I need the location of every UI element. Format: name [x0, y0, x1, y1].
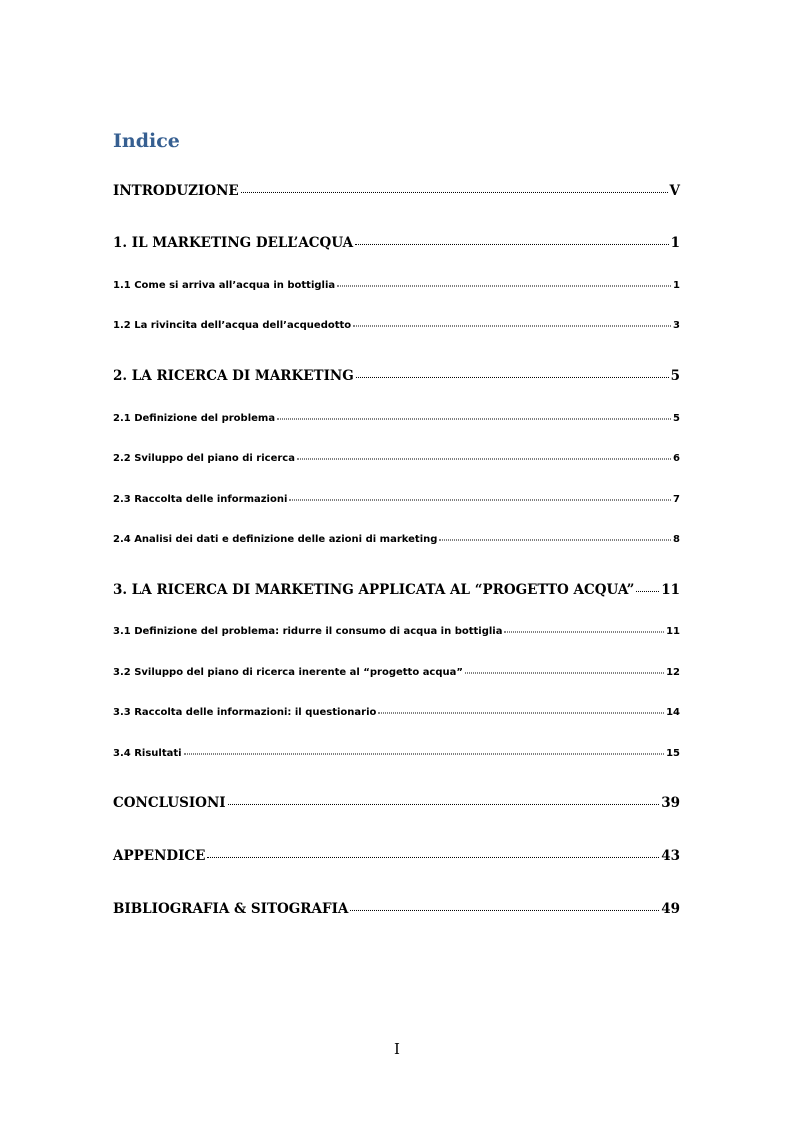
toc-entry-label: BIBLIOGRAFIA & SITOGRAFIA	[113, 901, 349, 917]
toc-entry-label: 3.3 Raccolta delle informazioni: il questionario	[113, 707, 377, 718]
toc-entry-page: 5	[670, 368, 680, 384]
toc-leader-dots	[289, 493, 671, 501]
toc-entry-page: 14	[666, 707, 680, 718]
toc-entry-page: 49	[661, 901, 680, 917]
toc-leader-dots	[355, 235, 668, 245]
toc-entry-label: 2. LA RICERCA DI MARKETING	[113, 368, 354, 384]
toc-entry[interactable]	[113, 795, 680, 811]
toc-entry-label: CONCLUSIONI	[113, 795, 226, 811]
toc-entry-page: 1	[670, 235, 680, 251]
toc-entry-label: 2.3 Raccolta delle informazioni	[113, 494, 288, 505]
toc-entry[interactable]	[113, 626, 680, 637]
toc-entry-page: 43	[661, 848, 680, 864]
toc-entry-page: V	[669, 183, 680, 199]
toc-leader-dots	[277, 412, 671, 420]
toc-entry-label: 2.2 Sviluppo del piano di ricerca	[113, 453, 295, 464]
toc-entry-label: INTRODUZIONE	[113, 183, 239, 199]
toc-entry[interactable]	[113, 453, 680, 464]
toc-entry[interactable]	[113, 582, 680, 598]
toc-entry-page: 8	[673, 534, 680, 545]
toc-leader-dots	[636, 582, 659, 592]
toc-leader-dots	[297, 452, 671, 460]
toc-entry[interactable]	[113, 534, 680, 545]
toc-entry-label: 1.2 La rivincita dell’acqua dell’acquedotto	[113, 320, 352, 331]
toc-entry[interactable]	[113, 183, 680, 199]
toc-leader-dots	[439, 533, 671, 541]
toc-leader-dots	[337, 279, 671, 287]
toc-leader-dots	[241, 183, 668, 193]
toc-leader-dots	[465, 666, 664, 674]
toc-entry-page: 39	[661, 795, 680, 811]
toc-entry-page: 6	[673, 453, 680, 464]
toc-entry[interactable]	[113, 901, 680, 917]
toc-entry-page: 12	[666, 667, 680, 678]
toc-leader-dots	[207, 848, 659, 858]
toc-leader-dots	[356, 368, 669, 378]
toc-entry[interactable]	[113, 280, 680, 291]
toc-entry-label: 2.4 Analisi dei dati e definizione delle azioni di marketing	[113, 534, 438, 545]
toc-entry[interactable]	[113, 707, 680, 718]
toc-leader-dots	[184, 747, 665, 755]
toc-leader-dots	[353, 319, 671, 327]
toc-entry-page: 1	[673, 280, 680, 291]
toc-entry-page: 11	[661, 582, 680, 598]
toc-entry[interactable]	[113, 368, 680, 384]
toc-entry[interactable]	[113, 848, 680, 864]
toc-entry-label: 3. LA RICERCA DI MARKETING APPLICATA AL “PROGETTO ACQUA”	[113, 582, 635, 598]
toc-leader-dots	[228, 795, 660, 805]
toc-entry-label: 1. IL MARKETING DELL’ACQUA	[113, 235, 354, 251]
toc-leader-dots	[504, 625, 664, 633]
toc-entry-label: 3.4 Risultati	[113, 748, 182, 759]
toc-entry-label: 2.1 Definizione del problema	[113, 413, 276, 424]
toc-entry-label: 3.1 Definizione del problema: ridurre il consumo di acqua in bottiglia	[113, 626, 503, 637]
toc-leader-dots	[350, 901, 659, 911]
toc-entry[interactable]	[113, 320, 680, 331]
toc-entry-page: 7	[673, 494, 680, 505]
page-title: Indice	[113, 130, 180, 152]
toc-entry-page: 5	[673, 413, 680, 424]
toc-leader-dots	[378, 706, 664, 714]
toc-entry-page: 3	[673, 320, 680, 331]
toc-entry[interactable]	[113, 667, 680, 678]
toc-entry-page: 11	[666, 626, 680, 637]
page-number: I	[394, 1040, 400, 1058]
toc-entry-label: 1.1 Come si arriva all’acqua in bottiglia	[113, 280, 336, 291]
toc-entry-label: 3.2 Sviluppo del piano di ricerca inerente al “progetto acqua”	[113, 667, 463, 678]
toc-entry[interactable]	[113, 413, 680, 424]
toc-entry[interactable]	[113, 748, 680, 759]
toc-entry-page: 15	[666, 748, 680, 759]
toc-entry-label: APPENDICE	[113, 848, 206, 864]
toc-entry[interactable]	[113, 235, 680, 251]
toc-entry[interactable]	[113, 494, 680, 505]
